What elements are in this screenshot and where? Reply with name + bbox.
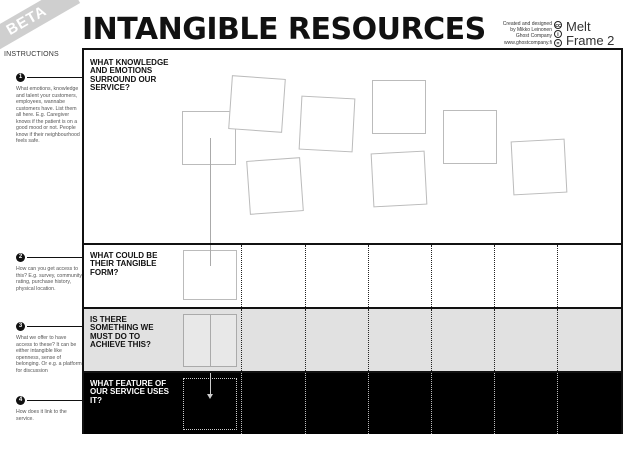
sticky-note[interactable] (443, 110, 497, 164)
sticky-note[interactable] (246, 157, 304, 215)
cc-icon: cc (555, 23, 561, 29)
step-text: How can you get access to this? E.g. survey, community rating, purchase history, physical location. (16, 266, 82, 292)
row-must-do (84, 307, 621, 373)
column-divider (557, 373, 558, 434)
column-divider (494, 309, 495, 373)
arrow-down-icon (210, 373, 211, 395)
instructions-heading: INSTRUCTIONS (4, 51, 59, 58)
page-title: INTANGIBLE RESOURCES (82, 12, 486, 47)
column-divider (494, 245, 495, 307)
column-divider (368, 373, 369, 434)
column-divider (241, 373, 242, 434)
sticky-note[interactable] (511, 139, 568, 196)
frame-name-line: Melt (566, 19, 591, 34)
row-tangible-form (84, 243, 621, 307)
arrow-right-icon (27, 257, 85, 258)
column-divider (241, 309, 242, 373)
arrow-down-icon (210, 138, 211, 243)
credits (488, 21, 552, 46)
row-label: WHAT FEATURE OF OUR SERVICE USES IT? (90, 379, 169, 405)
column-divider (368, 245, 369, 307)
step-text: What we offer to have access to these? It can be either intangible like openness, sense of belonging. Or e.g. a platform for discussion (16, 335, 82, 374)
arrow-down-icon (210, 245, 211, 266)
arrowhead-icon (207, 394, 213, 399)
sticky-note[interactable] (228, 75, 286, 133)
row-label: WHAT KNOWLEDGE AND EMOTIONS SURROUND OUR SERVICE? (90, 58, 169, 93)
credit-line: www.ghostcompany.fi (504, 39, 552, 46)
step-number: 2 (16, 253, 25, 262)
row-label: IS THERE SOMETHING WE MUST DO TO ACHIEVE THIS? (90, 315, 154, 350)
step-number: 1 (16, 73, 25, 82)
column-divider (557, 245, 558, 307)
canvas-frame (82, 48, 623, 434)
column-divider (494, 373, 495, 434)
arrow-right-icon (27, 400, 85, 401)
step-number: 4 (16, 396, 25, 405)
arrow-down-icon (210, 314, 211, 367)
credit-line: Created and designed (502, 21, 552, 27)
frame-name (566, 20, 614, 48)
frame-name-line: Frame 2 (566, 33, 615, 48)
by-icon: i (554, 30, 562, 38)
sticky-note[interactable] (299, 96, 356, 153)
column-divider (305, 373, 306, 434)
column-divider (305, 245, 306, 307)
step-text: How does it link to the service. (16, 409, 67, 422)
column-divider (557, 309, 558, 373)
arrow-right-icon (27, 326, 85, 327)
sticky-note[interactable] (371, 151, 428, 208)
step-number: 3 (16, 322, 25, 331)
column-divider (431, 245, 432, 307)
column-divider (368, 309, 369, 373)
column-divider (305, 309, 306, 373)
column-divider (241, 245, 242, 307)
nd-icon: = (554, 39, 562, 47)
sticky-note[interactable] (372, 80, 426, 134)
row-knowledge-emotions (84, 50, 621, 243)
step-text: What emotions, knowledge and talent your customers, employees, wannabe customers have. List them all here. E.g. Caregiver knows if the patient is on a good mood or not. People know if their neighbourhood feels safe. (16, 86, 80, 144)
row-service-feature (84, 371, 621, 434)
credit-line: by Mikko Leinonen (510, 27, 552, 34)
credit-line: Ghost Company (515, 33, 552, 40)
column-divider (431, 373, 432, 434)
beta-ribbon: BETA (0, 0, 80, 58)
arrow-right-icon (27, 77, 85, 78)
column-divider (431, 309, 432, 373)
row-label: WHAT COULD BE THEIR TANGIBLE FORM? (90, 251, 158, 277)
